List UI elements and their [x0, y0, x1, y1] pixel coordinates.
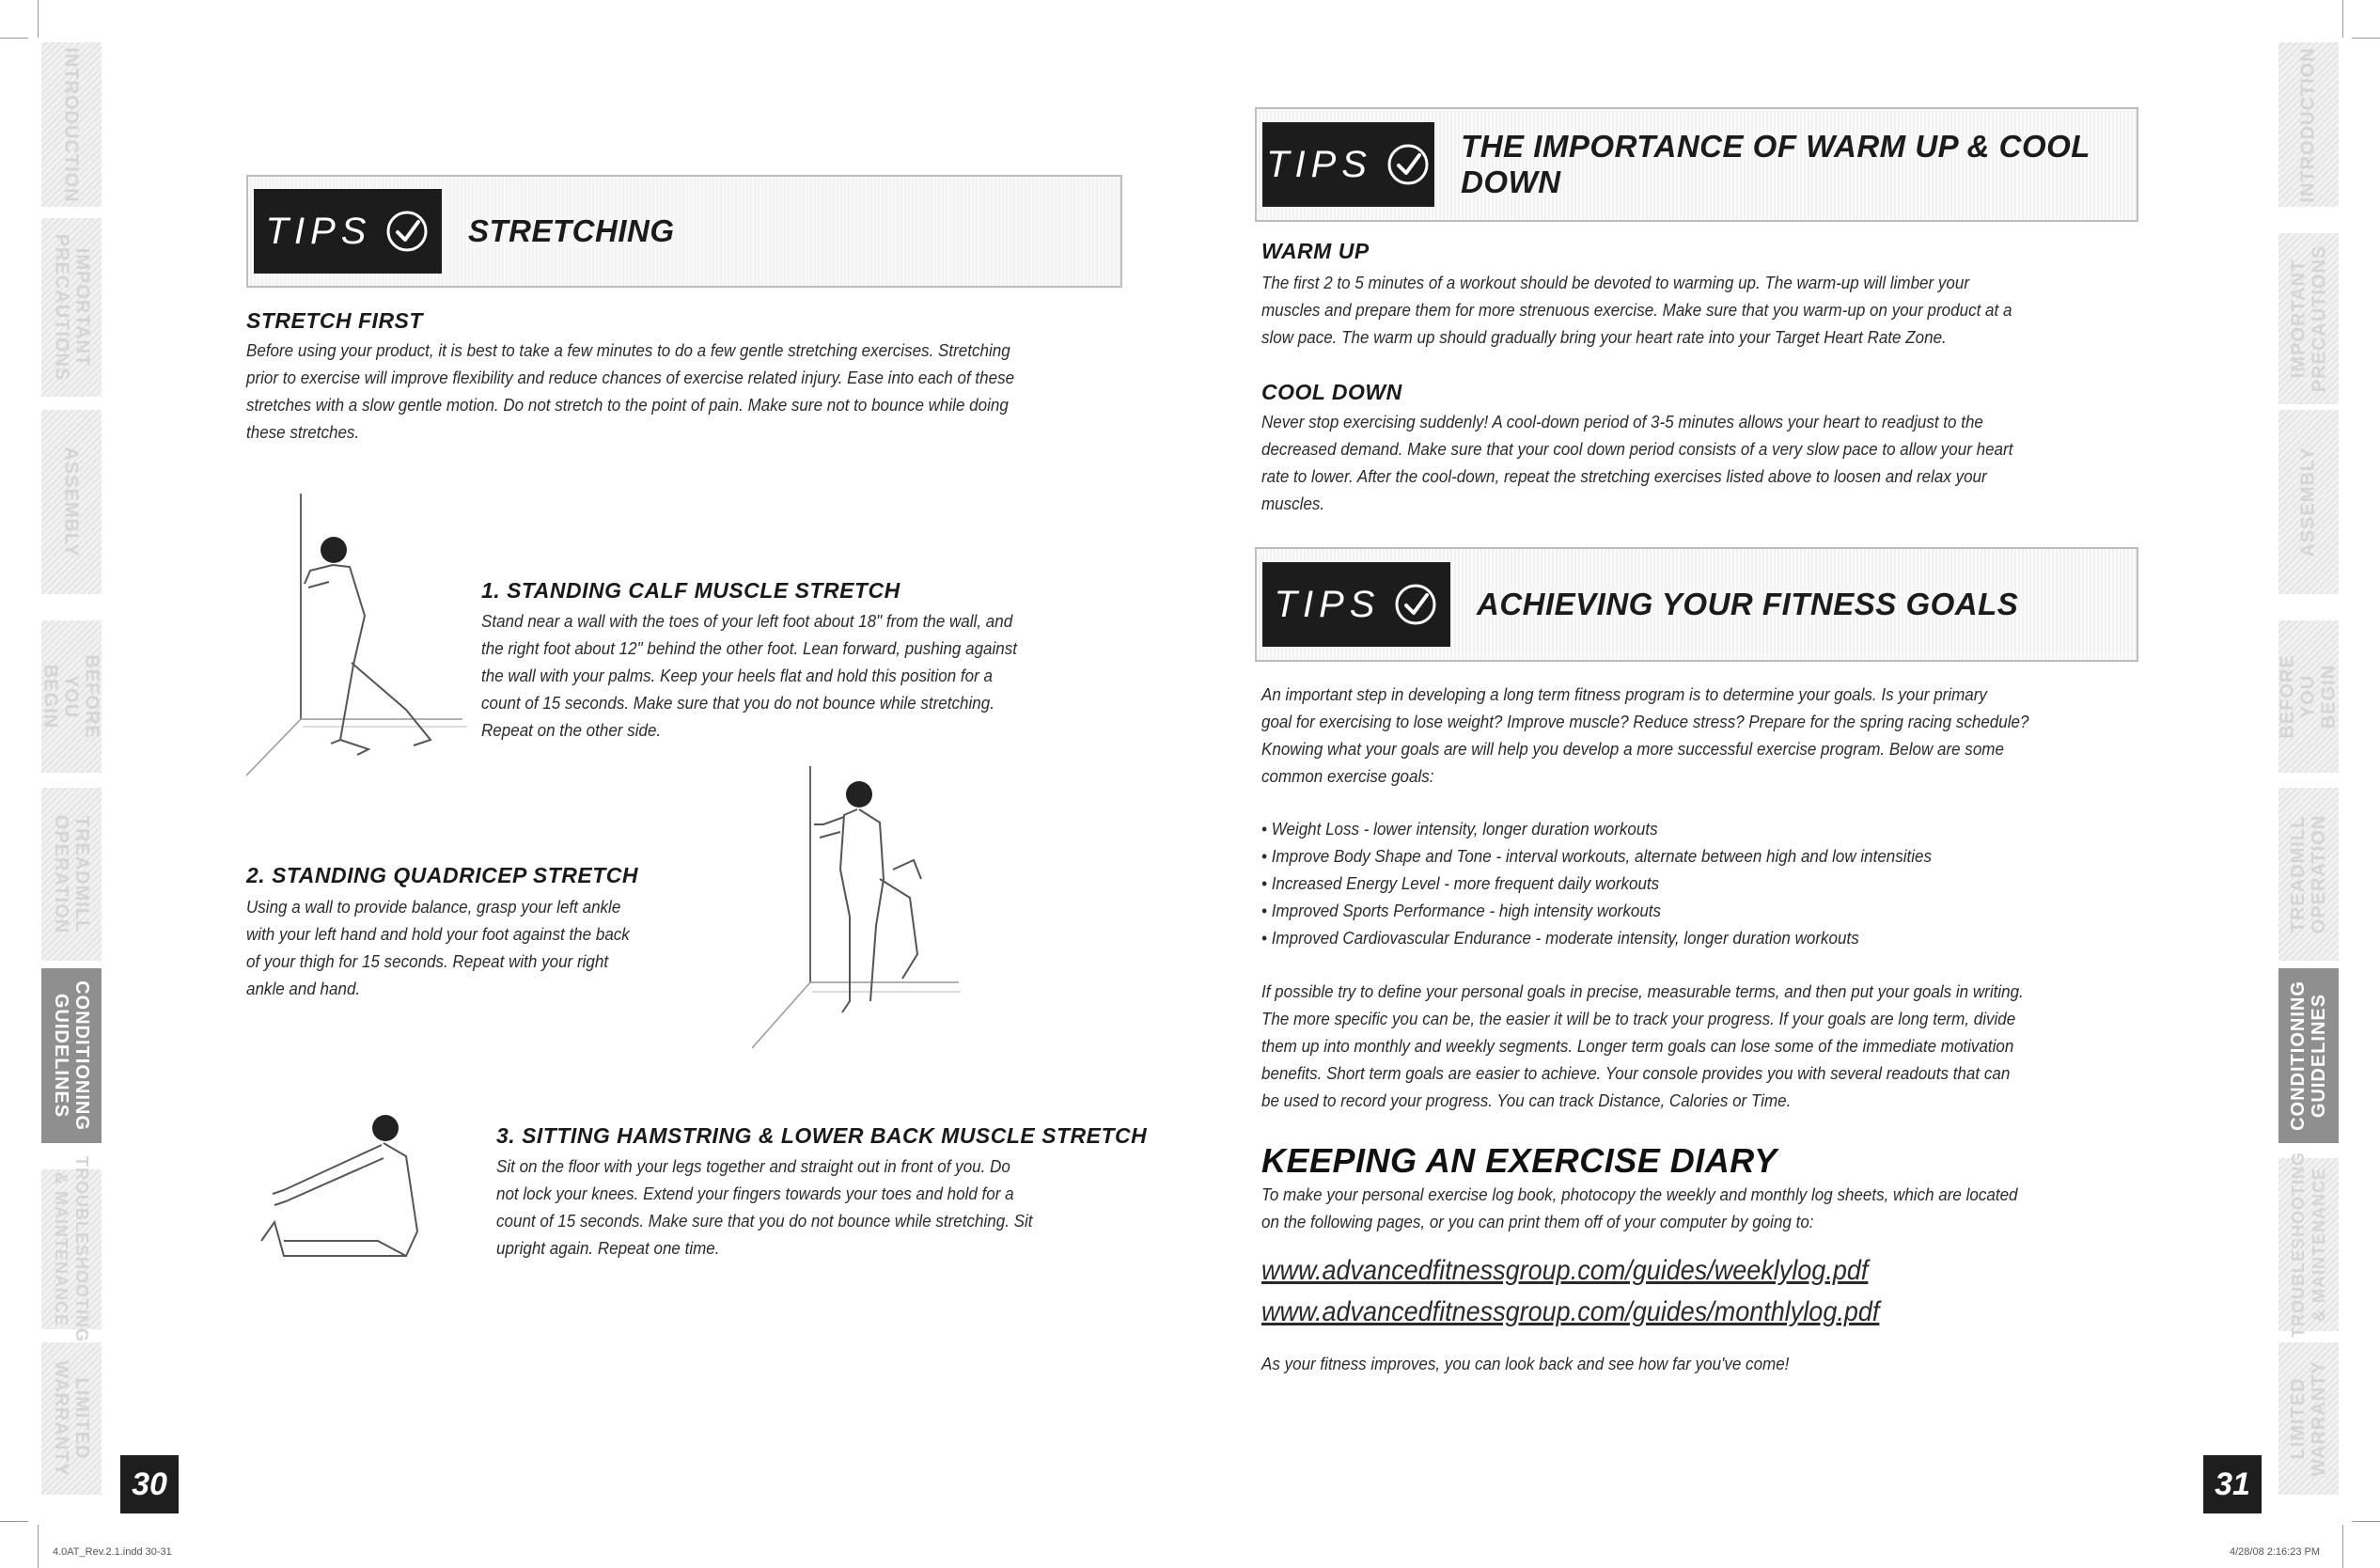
warm-up-text: [1261, 269, 2164, 351]
quadricep-stretch-illustration: [752, 766, 968, 1076]
tab-label-line: TROUBLESHOOTING & MAINTENANCE: [2289, 1152, 2328, 1338]
text-line: the wall with your palms. Keep your heels flat and hold this position for a: [481, 666, 993, 685]
text-line: Sit on the floor with your legs together and straight out in front of you. Do: [496, 1156, 1010, 1176]
text-line: rate to lower. After the cool-down, repeat the stretching exercises listed above to loosen and relax your: [1261, 466, 1987, 486]
tab-label: [2288, 980, 2329, 1131]
tab-label: [51, 1156, 92, 1342]
stretch-first-text: [246, 337, 1167, 446]
tips-label: TIPS: [1274, 583, 1381, 625]
text-line: ankle and hand.: [246, 979, 361, 998]
right-tab-precautions[interactable]: [2278, 233, 2339, 404]
text-line: count of 15 seconds. Make sure that you do not bounce while stretching.: [481, 693, 994, 713]
text-line: Knowing what your goals are will help you develop a more successful exercise program. Below are some: [1261, 739, 2004, 759]
text-line: of your thigh for 15 seconds. Repeat with your right: [246, 951, 609, 971]
stretch-first-heading: STRETCH FIRST: [246, 308, 423, 333]
tab-label-line: CONDITIONING GUIDELINES: [51, 980, 92, 1131]
tab-label: INTRODUCTION: [61, 46, 83, 203]
stretch2-text: [246, 893, 697, 1002]
section-title: ACHIEVING YOUR FITNESS GOALS: [1477, 587, 2019, 621]
tab-label-line: TREADMILL OPERATION: [51, 814, 93, 934]
tab-label: [2288, 245, 2329, 393]
text-line: The more specific you can be, the easier it will be to track your progress. If your goals are long term, divide: [1261, 1009, 2016, 1028]
text-line: muscles.: [1261, 494, 1325, 513]
list-item: • Improved Sports Performance - high intensity workouts: [1261, 897, 1932, 924]
page-number-left: 30: [120, 1455, 179, 1513]
text-line: them up into monthly and weekly segments. Longer term goals can lose some of the immediate motivation: [1261, 1036, 2014, 1056]
list-item: • Improve Body Shape and Tone - interval workouts, alternate between high and low intensities: [1261, 842, 1932, 870]
crop-mark: [2342, 1525, 2343, 1568]
tab-label-line: BEFORE YOU BEGIN: [40, 654, 102, 739]
tab-label: [51, 980, 92, 1131]
stretch2-heading: 2. STANDING QUADRICEP STRETCH: [246, 863, 639, 887]
crop-mark: [38, 0, 39, 38]
tips-badge: [254, 189, 442, 274]
left-tab-troubleshooting[interactable]: [41, 1156, 102, 1342]
tips-header-warmup: [1255, 107, 2138, 222]
list-item: • Weight Loss - lower intensity, longer duration workouts: [1261, 815, 1932, 842]
left-tab-treadmill-operation[interactable]: [41, 788, 102, 961]
text-line: If possible try to define your personal goals in precise, measurable terms, and then put your goals in writing.: [1261, 981, 2024, 1001]
text-line: prior to exercise will improve flexibility and reduce chances of exercise related injury. Ease into each of these: [246, 368, 1015, 387]
tab-label: [51, 815, 92, 933]
cool-down-text: [1261, 408, 2164, 517]
goals-list: [1261, 815, 1990, 951]
right-tab-introduction[interactable]: [2278, 42, 2339, 207]
cool-down-heading: COOL DOWN: [1261, 380, 1402, 404]
stretch3-heading: 3. SITTING HAMSTRING & LOWER BACK MUSCLE STRETCH: [496, 1123, 1148, 1148]
tips-header-goals: [1255, 547, 2138, 662]
right-tab-assembly[interactable]: [2278, 410, 2339, 594]
section-title: THE IMPORTANCE OF WARM UP & COOL DOWN: [1461, 129, 2090, 199]
text-line: goal for exercising to lose weight? Improve muscle? Reduce stress? Prepare for the spring racing schedule?: [1261, 712, 2029, 731]
tips-header-stretching: [246, 175, 1122, 288]
goals-paragraph: [1261, 978, 2164, 1114]
left-tab-limited-warranty[interactable]: [41, 1342, 102, 1495]
tab-label: [2288, 1360, 2329, 1477]
weekly-log-link[interactable]: www.advancedfitnessgroup.com/guides/weeklylog.pdf: [1261, 1255, 1869, 1286]
left-tab-assembly[interactable]: [41, 410, 102, 594]
tab-label: INTRODUCTION: [2298, 46, 2320, 203]
tab-label-line: LIMITED WARRANTY: [51, 1360, 93, 1477]
page-number-right: 31: [2203, 1455, 2262, 1513]
footer-file-info: 4.0AT_Rev.2.1.indd 30-31: [53, 1546, 172, 1558]
tab-label: ASSEMBLY: [61, 447, 83, 557]
crop-mark: [2342, 0, 2343, 38]
calf-stretch-illustration: [246, 494, 481, 794]
right-tab-before-you-begin[interactable]: [2278, 620, 2339, 773]
text-line: muscles and prepare them for more strenuous exercise. Make sure that you warm-up on your product at a: [1261, 300, 2012, 320]
diary-heading: KEEPING AN EXERCISE DIARY: [1261, 1141, 1777, 1180]
closing-text: As your fitness improves, you can look back and see how far you've come!: [1261, 1354, 1790, 1373]
stretch3-text: [496, 1152, 1145, 1262]
tab-label: ASSEMBLY: [2298, 447, 2320, 557]
tab-label-line: TROUBLESHOOTING & MAINTENANCE: [52, 1156, 91, 1342]
tab-label-line: IMPORTANT PRECAUTIONS: [2288, 244, 2330, 393]
tab-label: [51, 234, 92, 382]
crop-mark: [2352, 1521, 2380, 1522]
tab-label-line: IMPORTANT PRECAUTIONS: [51, 233, 93, 382]
log-links: [1261, 1250, 1948, 1333]
right-tab-conditioning-guidelines[interactable]: [2278, 968, 2339, 1143]
text-line: benefits. Short term goals are easier to achieve. Your console provides you with several readouts that can: [1261, 1063, 2011, 1083]
diary-text: [1261, 1181, 2164, 1235]
check-circle-icon: [1386, 142, 1431, 187]
text-line: decreased demand. Make sure that your cool down period consists of a very slow pace to allow your heart: [1261, 439, 2013, 459]
goals-intro: [1261, 681, 2164, 790]
text-line: Before using your product, it is best to take a few minutes to do a few gentle stretching exercises. Stretching: [246, 340, 1010, 360]
list-item: • Increased Energy Level - more frequent daily workouts: [1261, 870, 1932, 897]
text-line: Repeat on the other side.: [481, 720, 662, 740]
right-tab-treadmill-operation[interactable]: [2278, 788, 2339, 961]
text-line: Stand near a wall with the toes of your left foot about 18" from the wall, and: [481, 611, 1013, 631]
text-line: be used to record your progress. You can track Distance, Calories or Time.: [1261, 1090, 1792, 1110]
left-tab-before-you-begin[interactable]: [41, 620, 102, 773]
text-line: the right foot about 12" behind the other foot. Lean forward, pushing against: [481, 638, 1017, 658]
text-line: common exercise goals:: [1261, 766, 1434, 786]
footer-timestamp: 4/28/08 2:16:23 PM: [2230, 1546, 2321, 1558]
check-circle-icon: [384, 209, 430, 254]
tab-label-line: CONDITIONING GUIDELINES: [2288, 980, 2329, 1131]
tab-label-line: LIMITED WARRANTY: [2288, 1360, 2330, 1477]
text-line: Using a wall to provide balance, grasp your left ankle: [246, 897, 621, 917]
crop-mark: [0, 38, 28, 39]
tips-badge: [1262, 122, 1434, 207]
crop-mark: [38, 1525, 39, 1568]
warm-up-heading: WARM UP: [1261, 239, 1370, 263]
stretch1-text: [481, 607, 1139, 744]
tips-badge: [1262, 562, 1450, 647]
tab-label: [2278, 654, 2340, 738]
left-tab-precautions[interactable]: [41, 218, 102, 397]
hamstring-stretch-illustration: [246, 1100, 462, 1269]
left-tab-conditioning-guidelines[interactable]: [41, 968, 102, 1143]
tab-label: [2288, 815, 2329, 933]
stretch1-heading: 1. STANDING CALF MUSCLE STRETCH: [481, 578, 900, 603]
left-tab-introduction[interactable]: [41, 42, 102, 207]
tab-label: [40, 654, 102, 738]
right-tab-troubleshooting[interactable]: [2278, 1152, 2339, 1338]
crop-mark: [0, 1521, 28, 1522]
text-line: these stretches.: [246, 422, 360, 442]
tab-label: [2288, 1152, 2329, 1338]
tab-label: [51, 1360, 92, 1477]
section-title: STRETCHING: [468, 213, 675, 248]
monthly-log-link[interactable]: www.advancedfitnessgroup.com/guides/monthlylog.pdf: [1261, 1296, 1880, 1327]
text-line: Never stop exercising suddenly! A cool-down period of 3-5 minutes allows your heart to readjust to the: [1261, 412, 1983, 431]
text-line: upright again. Repeat one time.: [496, 1238, 720, 1258]
text-line: not lock your knees. Extend your fingers towards your toes and hold for a: [496, 1184, 1014, 1203]
list-item: • Improved Cardiovascular Endurance - moderate intensity, longer duration workouts: [1261, 924, 1932, 951]
text-line: The first 2 to 5 minutes of a workout should be devoted to warming up. The warm-up will limber your: [1261, 273, 1970, 292]
crop-mark: [2352, 38, 2380, 39]
tips-label: TIPS: [265, 210, 372, 252]
check-circle-icon: [1393, 582, 1438, 627]
text-line: slow pace. The warm up should gradually bring your heart rate into your Target Heart Rate Zone.: [1261, 327, 1947, 347]
text-line: on the following pages, or you can print them off of your computer by going to:: [1261, 1212, 1814, 1231]
text-line: To make your personal exercise log book, photocopy the weekly and monthly log sheets, which are located: [1261, 1184, 2018, 1204]
text-line: An important step in developing a long term fitness program is to determine your goals. Is your primary: [1261, 684, 1987, 704]
right-tab-limited-warranty[interactable]: [2278, 1342, 2339, 1495]
text-line: count of 15 seconds. Make sure that you do not bounce while stretching. Sit: [496, 1211, 1033, 1231]
text-line: with your left hand and hold your foot against the back: [246, 924, 630, 944]
tips-label: TIPS: [1266, 143, 1372, 185]
text-line: stretches with a slow gentle motion. Do not stretch to the point of pain. Make sure not to bounce while doing: [246, 395, 1009, 415]
tab-label-line: TREADMILL OPERATION: [2288, 814, 2330, 934]
tab-label-line: BEFORE YOU BEGIN: [2278, 654, 2340, 739]
